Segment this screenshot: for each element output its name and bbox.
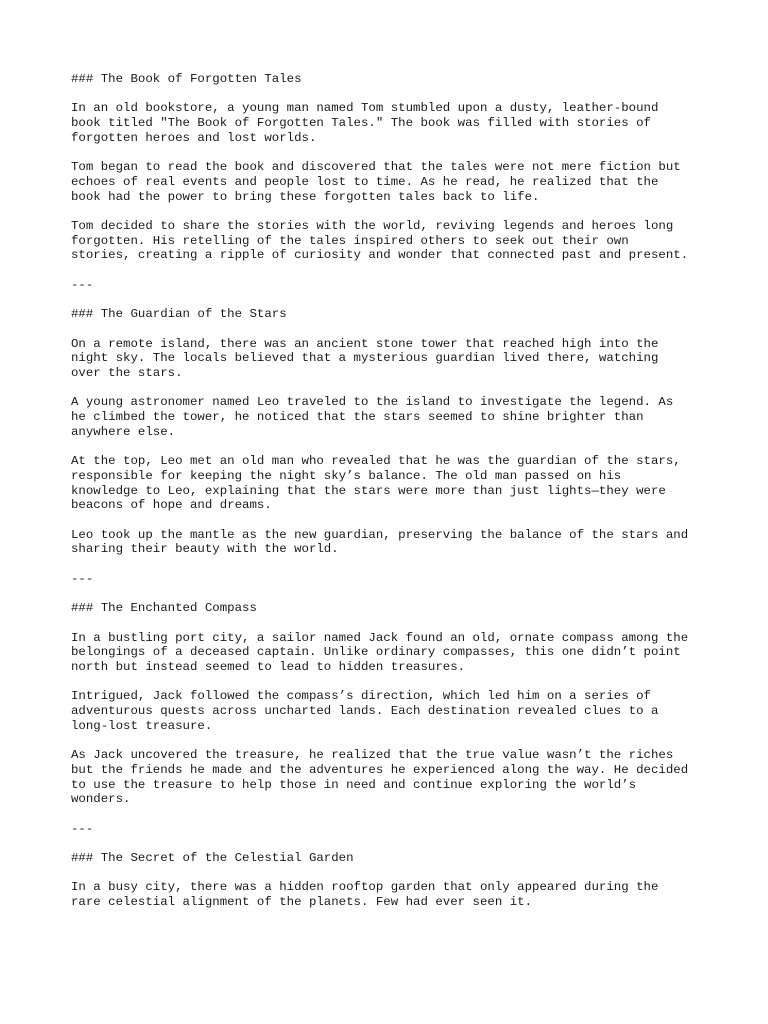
section-divider: --- — [71, 571, 94, 586]
section-divider: --- — [71, 821, 94, 836]
paragraph: At the top, Leo met an old man who revealed that he was the guardian of the stars, responsible for keeping the night sky’s balance. The old man passed on his knowledge to Leo, explaining that the stars were more than just lights—they were beacons of hope and dreams. — [71, 454, 681, 513]
heading-guardian-of-the-stars: ### The Guardian of the Stars — [71, 307, 287, 322]
paragraph: On a remote island, there was an ancient stone tower that reached high into the night sky. The locals believed that a mysterious guardian lived there, watching over the stars. — [71, 336, 659, 380]
paragraph: Intrigued, Jack followed the compass’s direction, which led him on a series of adventurous quests across uncharted lands. Each destination revealed clues to a long-lost treasure. — [71, 689, 659, 733]
paragraph: As Jack uncovered the treasure, he realized that the true value wasn’t the riches but the friends he made and the adventures he experienced along the way. He decided to use the treasure to help those in need and continue exploring the world’s wonders. — [71, 748, 689, 807]
document-page — [71, 72, 711, 925]
heading-book-of-forgotten-tales: ### The Book of Forgotten Tales — [71, 72, 302, 86]
heading-enchanted-compass: ### The Enchanted Compass — [71, 601, 257, 616]
paragraph: Leo took up the mantle as the new guardian, preserving the balance of the stars and sharing their beauty with the world. — [71, 527, 689, 557]
paragraph: In an old bookstore, a young man named Tom stumbled upon a dusty, leather-bound book titled "The Book of Forgotten Tales." The book was filled with stories of forgotten heroes and lost worlds. — [71, 101, 659, 145]
paragraph: In a bustling port city, a sailor named Jack found an old, ornate compass among the belongings of a deceased captain. Unlike ordinary compasses, this one didn’t point north but instead seemed to lead to hidden treasures. — [71, 630, 689, 674]
paragraph: A young astronomer named Leo traveled to the island to investigate the legend. As he climbed the tower, he noticed that the stars seemed to shine brighter than anywhere else. — [71, 395, 674, 439]
paragraph: In a busy city, there was a hidden rooftop garden that only appeared during the rare celestial alignment of the planets. Few had ever seen it. — [71, 880, 659, 910]
paragraph: Tom began to read the book and discovered that the tales were not mere fiction but echoes of real events and people lost to time. As he read, he realized that the book had the power to bring these forgotten tales back to life. — [71, 160, 681, 204]
paragraph: Tom decided to share the stories with the world, reviving legends and heroes long forgotten. His retelling of the tales inspired others to seek out their own stories, creating a ripple of curiosity and wonder that connected past and present. — [71, 218, 689, 263]
section-divider: --- — [71, 277, 94, 292]
heading-secret-of-the-celestial-garden: ### The Secret of the Celestial Garden — [71, 851, 354, 866]
